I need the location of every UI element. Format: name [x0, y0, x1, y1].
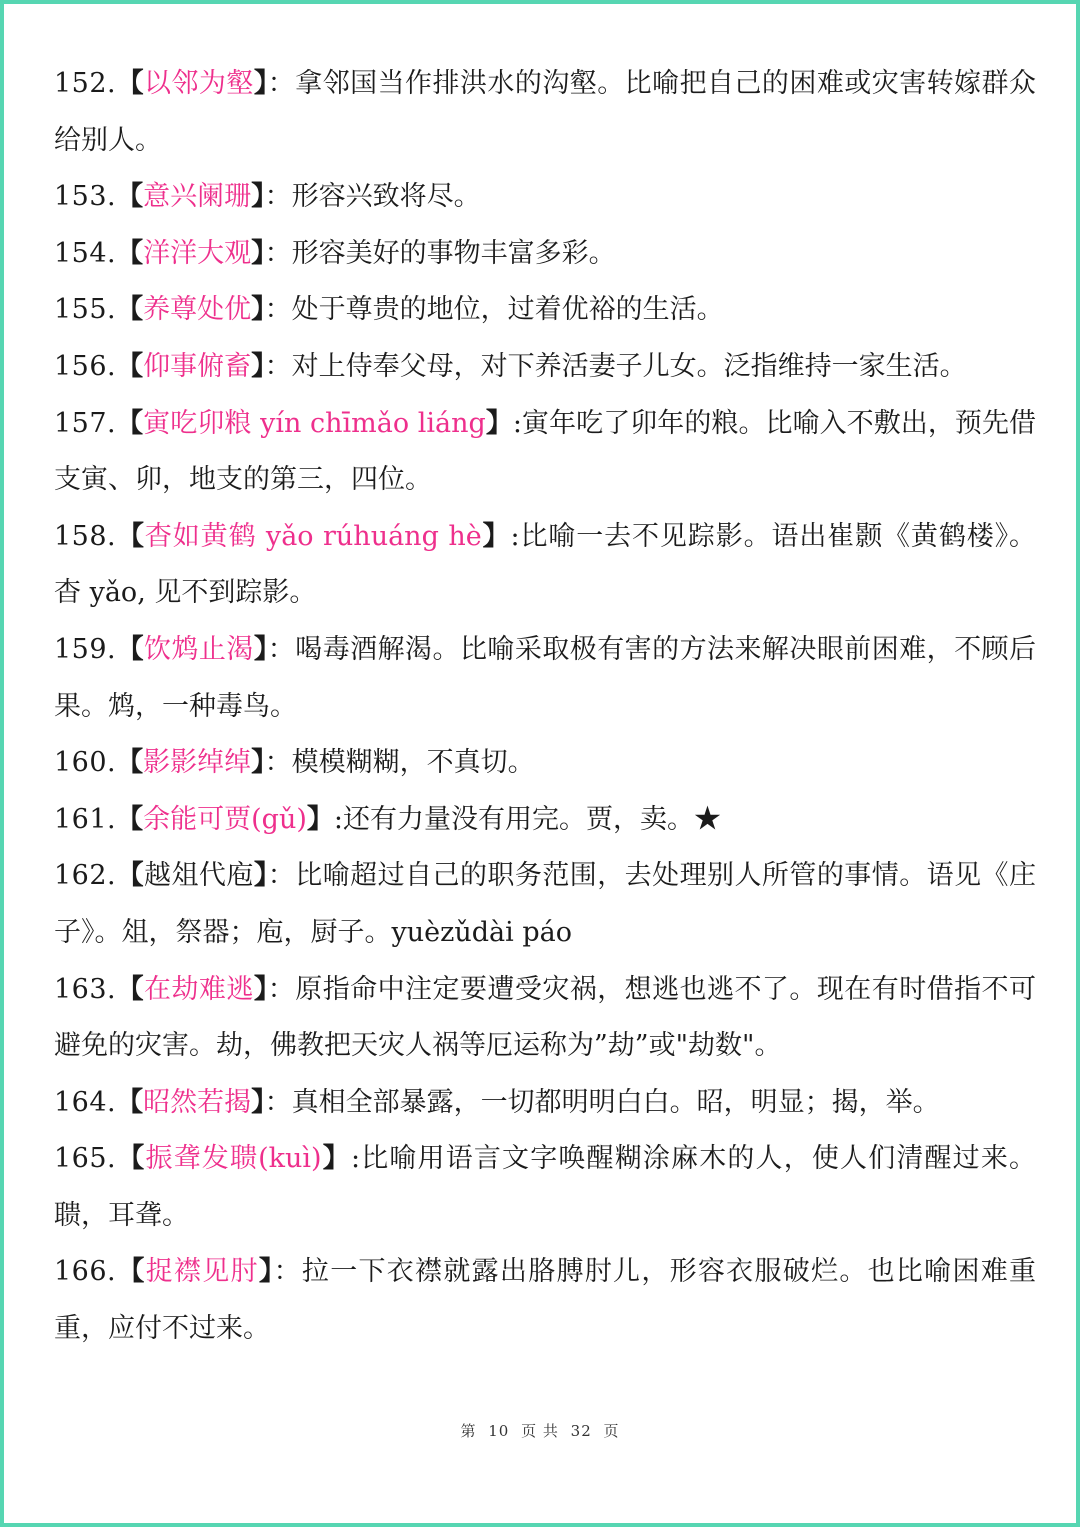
idiom-term: 在劫难逃 — [144, 973, 254, 1005]
idiom-entry — [54, 339, 1036, 396]
footer-prefix: 第 — [460, 1422, 477, 1440]
entry-number: 153. — [54, 181, 117, 213]
idiom-entry — [54, 962, 1036, 1075]
page-footer — [4, 1420, 1076, 1441]
idiom-term: 养尊处优 — [143, 294, 252, 326]
idiom-definition: ：处于尊贵的地位，过着优裕的生活。 — [264, 294, 724, 326]
idiom-entry — [54, 1075, 1036, 1132]
idiom-definition: ：拿邻国当作排洪水的沟壑。比喻把自己的困难或灾害转嫁群众给别人。 — [54, 68, 1037, 156]
idiom-definition: ：真相全部暴露，一切都明明白白。昭，明显；揭，举。 — [264, 1086, 940, 1118]
open-bracket: 【 — [116, 237, 144, 269]
open-bracket: 【 — [116, 1256, 146, 1288]
idiom-term: 影影绰绰 — [143, 747, 252, 779]
close-bracket: 】 — [253, 68, 268, 99]
idiom-term: 余能可贾(gǔ) — [143, 803, 307, 835]
entry-number: 163. — [54, 973, 117, 1005]
entry-number: 160. — [54, 747, 117, 779]
idiom-term: 越俎代庖 — [144, 860, 254, 892]
idiom-entry — [54, 169, 1036, 226]
idiom-definition: ：拉一下衣襟就露出胳膊肘儿，形容衣服破烂。也比喻困难重重，应付不过来。 — [54, 1256, 1037, 1345]
open-bracket: 【 — [116, 633, 145, 665]
close-bracket: 】 — [251, 294, 265, 326]
open-bracket: 【 — [116, 1143, 146, 1175]
entry-number: 157. — [54, 407, 117, 439]
open-bracket: 【 — [116, 803, 144, 835]
footer-total-pages: 32 — [570, 1422, 592, 1440]
close-bracket: 】 — [251, 747, 265, 779]
close-bracket: 】 — [306, 803, 334, 835]
idiom-definition: :寅年吃了卯年的粮。比喻入不敷出，预先借支寅、卯，地支的第三，四位。 — [54, 407, 1036, 496]
open-bracket: 【 — [116, 1086, 144, 1118]
idiom-list — [54, 56, 1036, 1358]
idiom-definition: ：形容美好的事物丰富多彩。 — [264, 237, 616, 269]
entry-number: 155. — [54, 294, 117, 326]
entry-number: 159. — [54, 633, 117, 665]
entry-number: 161. — [54, 803, 117, 835]
footer-page-number: 10 — [488, 1422, 510, 1440]
close-bracket: 】 — [481, 520, 511, 552]
idiom-definition: ：对上侍奉父母，对下养活妻子儿女。泛指维持一家生活。 — [264, 350, 967, 382]
idiom-term: 饮鸩止渴 — [144, 633, 254, 665]
idiom-entry — [54, 1244, 1036, 1357]
open-bracket: 【 — [116, 68, 145, 99]
close-bracket: 】 — [258, 1256, 274, 1288]
open-bracket: 【 — [116, 860, 145, 892]
idiom-entry — [54, 282, 1036, 339]
idiom-term: 意兴阑珊 — [143, 181, 252, 213]
idiom-definition: ：原指命中注定要遭受灾祸，想逃也逃不了。现在有时借指不可避免的灾害。劫，佛教把天灾人祸等厄运称为”劫”或"劫数"。 — [54, 973, 1037, 1062]
entry-number: 152. — [54, 68, 117, 99]
idiom-term: 寅吃卯粮 yín chīmǎo liáng — [143, 407, 486, 439]
idiom-term: 仰事俯畜 — [143, 350, 252, 382]
close-bracket: 】 — [485, 407, 513, 439]
footer-suffix: 页 — [603, 1422, 620, 1440]
close-bracket: 】 — [253, 633, 268, 665]
idiom-term: 以邻为壑 — [144, 68, 254, 99]
idiom-definition: ：喝毒酒解渴。比喻采取极有害的方法来解决眼前困难，不顾后果。鸩，一种毒鸟。 — [54, 633, 1037, 722]
idiom-term: 昭然若揭 — [143, 1086, 252, 1118]
close-bracket: 】 — [253, 860, 268, 892]
close-bracket: 】 — [251, 237, 265, 269]
idiom-definition: ：模模糊糊，不真切。 — [264, 747, 535, 779]
idiom-entry — [54, 1131, 1036, 1244]
idiom-entry — [54, 226, 1036, 283]
idiom-definition: ：比喻超过自己的职务范围，去处理别人所管的事情。语见《庄子》。俎，祭器；庖，厨子。yuèzǔdài páo — [54, 860, 1037, 948]
idiom-term: 捉襟见肘 — [145, 1256, 259, 1288]
footer-mid: 页 共 — [521, 1422, 559, 1440]
entry-number: 164. — [54, 1086, 117, 1118]
idiom-definition: :比喻一去不见踪影。语出崔颢《黄鹤楼》。杳 yǎo, 见不到踪影。 — [54, 520, 1036, 609]
entry-number: 165. — [54, 1143, 117, 1175]
entry-number: 154. — [54, 237, 117, 269]
idiom-entry — [54, 735, 1036, 792]
entry-number: 158. — [54, 520, 117, 552]
entry-number: 162. — [54, 860, 117, 892]
idiom-term: 杳如黄鹤 yǎo rúhuáng hè — [144, 520, 482, 552]
close-bracket: 】 — [321, 1143, 351, 1175]
idiom-entry — [54, 509, 1036, 622]
idiom-entry — [54, 792, 1036, 849]
open-bracket: 【 — [116, 973, 145, 1005]
idiom-entry — [54, 56, 1036, 169]
entry-number: 156. — [54, 350, 117, 382]
idiom-entry — [54, 848, 1036, 961]
idiom-term: 振聋发聩(kuì) — [145, 1143, 322, 1175]
close-bracket: 】 — [251, 350, 265, 382]
open-bracket: 【 — [116, 350, 144, 382]
open-bracket: 【 — [116, 181, 144, 213]
idiom-term: 洋洋大观 — [143, 237, 252, 269]
open-bracket: 【 — [116, 747, 144, 779]
idiom-entry — [54, 622, 1036, 735]
close-bracket: 】 — [251, 181, 265, 213]
idiom-definition: ：形容兴致将尽。 — [264, 181, 481, 213]
open-bracket: 【 — [116, 407, 144, 439]
open-bracket: 【 — [116, 520, 145, 552]
idiom-definition: :还有力量没有用完。贾，卖。★ — [333, 803, 721, 835]
open-bracket: 【 — [116, 294, 144, 326]
close-bracket: 】 — [251, 1086, 265, 1118]
idiom-entry — [54, 396, 1036, 509]
idiom-definition: :比喻用语言文字唤醒糊涂麻木的人，使人们清醒过来。聩，耳聋。 — [54, 1143, 1037, 1231]
close-bracket: 】 — [253, 973, 268, 1005]
entry-number: 166. — [54, 1256, 117, 1288]
